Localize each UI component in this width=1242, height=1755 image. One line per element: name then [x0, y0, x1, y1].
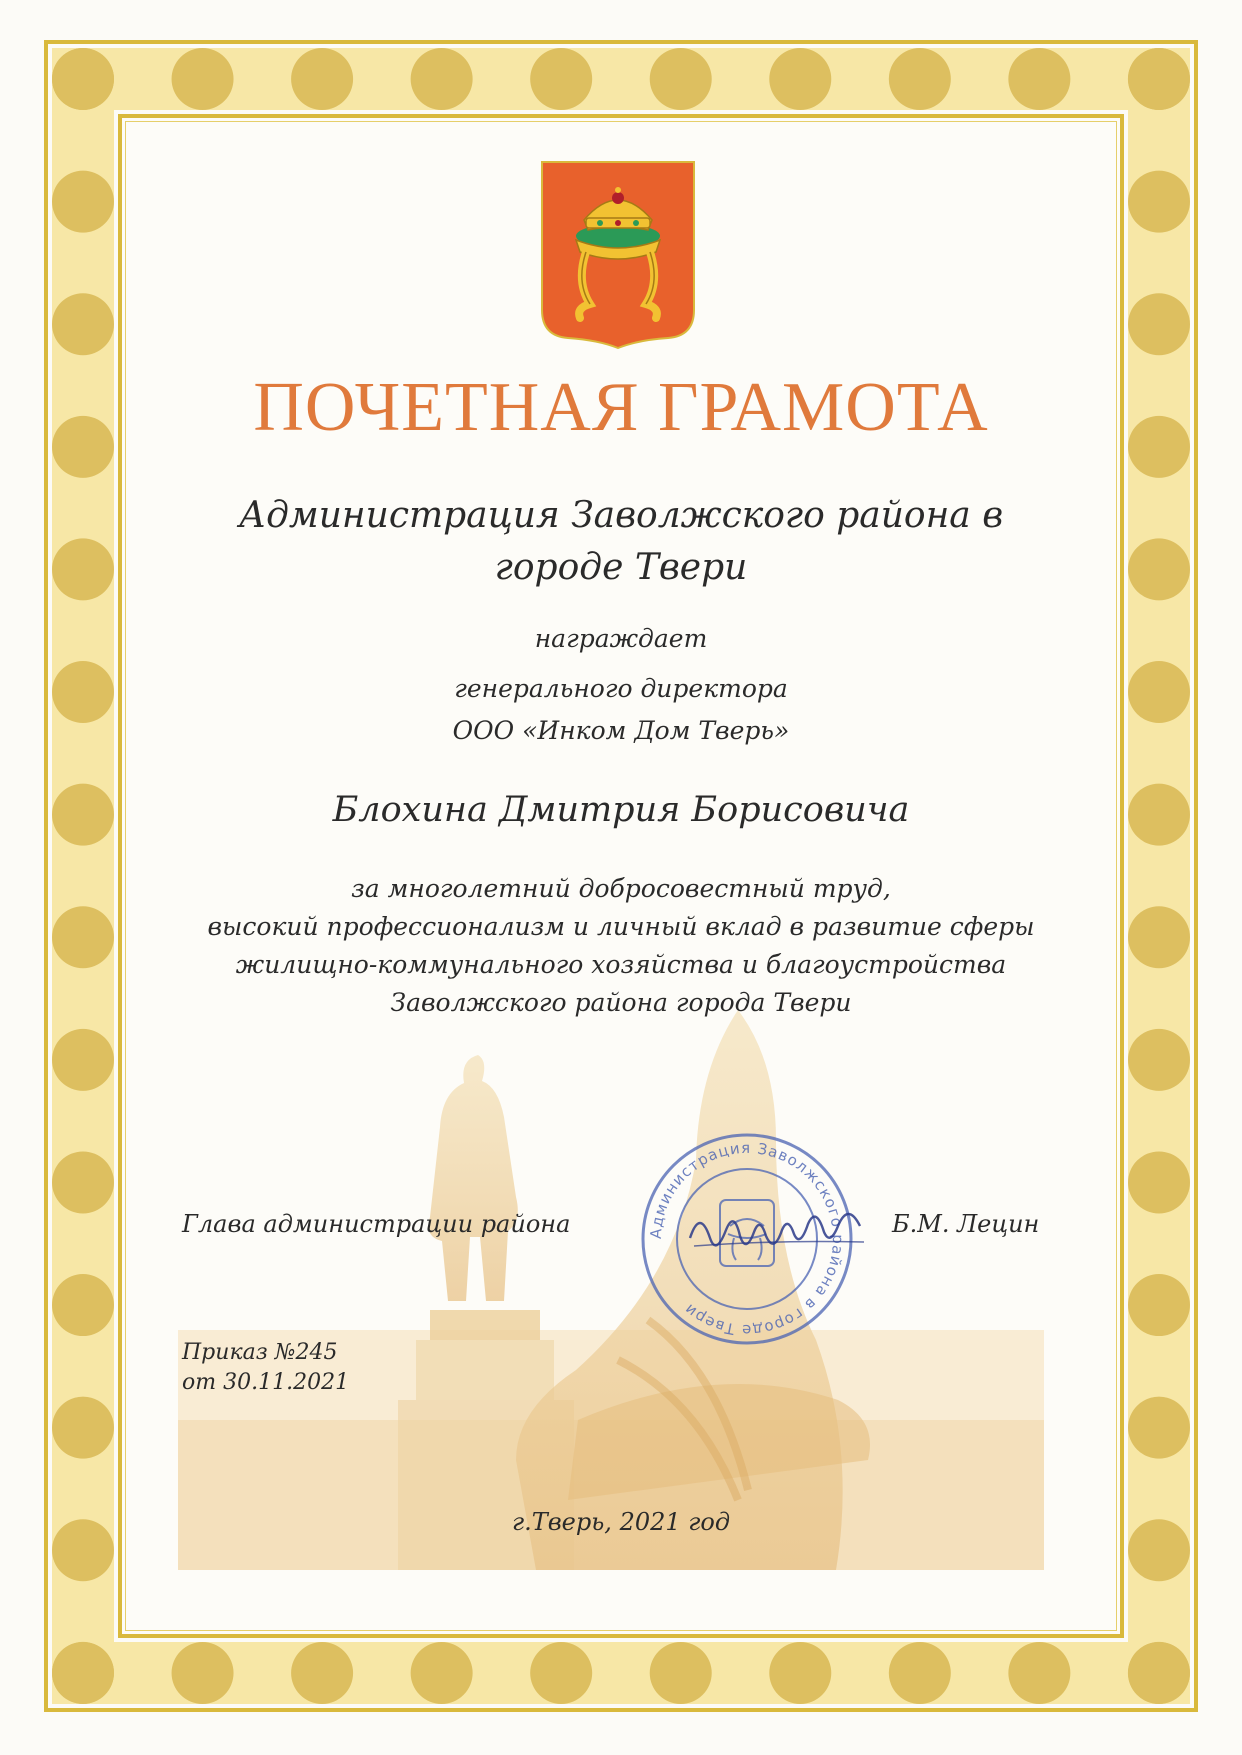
award-reason: [0, 870, 1242, 1022]
monument-background-image: [178, 1000, 1044, 1570]
award-verb: награждает: [534, 624, 708, 653]
seal-ring-text: Администрация Заволжского района в городе Твери: [646, 1138, 848, 1340]
place-and-year: г.Тверь, 2021 год: [511, 1508, 731, 1536]
certificate-title: ПОЧЕТНАЯ ГРАМОТА: [253, 369, 989, 446]
order-date: от 30.11.2021: [182, 1370, 350, 1395]
reason-line: Заволжского района города Твери: [390, 988, 852, 1017]
issuing-organization: [0, 490, 1242, 594]
signatory-name: Б.М. Лецин: [892, 1210, 1040, 1238]
order-number: Приказ №245: [182, 1340, 338, 1365]
reason-line: высокий профессионализм и личный вклад в развитие сферы: [207, 912, 1035, 941]
reason-line: за многолетний добросовестный труд,: [351, 874, 891, 903]
recipient-position: генерального директора: [454, 674, 788, 703]
tver-coat-of-arms-icon: [540, 160, 696, 350]
recipient-name: Блохина Дмитрия Борисовича: [332, 790, 910, 830]
reason-line: жилищно-коммунального хозяйства и благоустройства: [235, 950, 1007, 979]
handwritten-signature: [680, 1198, 870, 1268]
organization-line-2: городе Твери: [494, 547, 748, 588]
organization-line-1: Администрация Заволжского района в: [238, 495, 1004, 536]
signatory-title: Глава администрации района: [182, 1210, 571, 1238]
recipient-company: ООО «Инком Дом Тверь»: [452, 716, 790, 745]
order-reference: [182, 1338, 349, 1398]
